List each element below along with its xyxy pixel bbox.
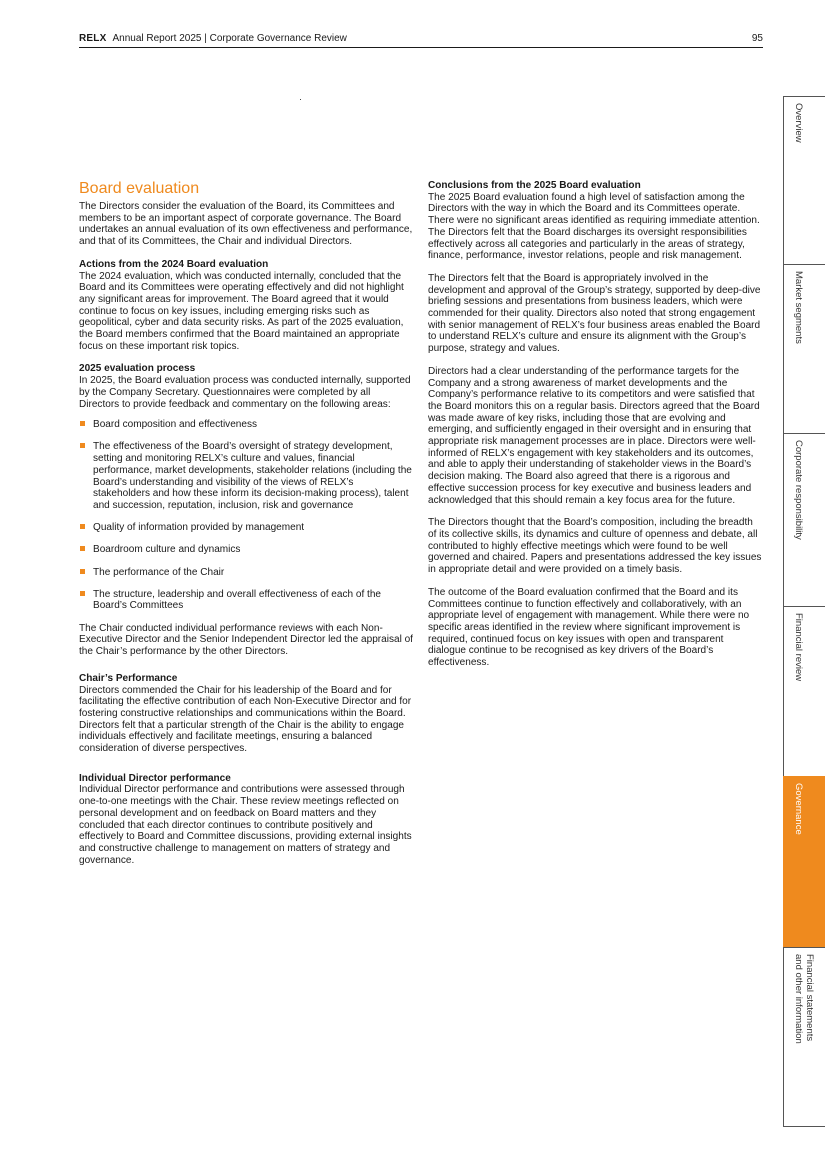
chair-reviews-paragraph: The Chair conducted individual performance reviews with each Non-Executive Director and the Senior Independent Director led the appraisal of the Chair’s performance by the other Directors. <box>79 622 413 658</box>
tab-overview[interactable]: Overview <box>783 96 825 264</box>
tabs-end-divider <box>783 1126 825 1127</box>
bullet-square-icon <box>80 421 85 426</box>
left-column <box>79 180 413 866</box>
evaluation-areas-list <box>79 419 413 612</box>
process-heading: 2025 evaluation process <box>79 363 196 375</box>
list-item: The effectiveness of the Board’s oversight of strategy development, setting and monitoring RELX’s culture and values, financial performance, market developments, stakeholder relations (including the Board’s understanding and visibility of the views of RELX’s stakeholders and how these inform its decision-making process), talent and succession, reputation, inclusion, risk and governance <box>79 441 413 511</box>
conclusions-paragraph-5: The outcome of the Board evaluation confirmed that the Board and its Committees continue to function effectively and collaboratively, with an appropriate level of engagement with management. While there were no specific areas identified in the review where significant improvement is required, continued focus on key issues with open and transparent dialogue continue to be recognised as key drivers of the Board’s effectiveness. <box>428 586 750 669</box>
chair-paragraph: Directors commended the Chair for his leadership of the Board and for facilitating the effective contribution of each Non-Executive Director and for fostering constructive relationships and communications within the Board. Directors felt that a particular strength of the Chair is the ability to engage individuals effectively and facilitate meetings, ensuring a balanced consideration of diverse perspectives. <box>79 684 412 755</box>
conclusions-heading: Conclusions from the 2025 Board evaluation <box>428 180 641 191</box>
conclusions-paragraph-3: Directors had a clear understanding of the performance targets for the Company and a strong awareness of market developments and the Company’s performance relative to its competitors and were satisfied that the Board monitors this on a regular basis. Directors agreed that the Board was made aware of key risks, including those that are evolving and emerging, and sufficiently engaged in their oversight and in ensuring that appropriate risk management processes are in place. Directors were well-informed of RELX’s engagement with key stakeholders and its outcomes, and able to apply their understanding of stakeholder views in the Board’s decision making. The Board also agreed that there is a rigorous and effective succession process for key executive and business leaders and acknowledged that this should remain a key focus area for the future. <box>428 365 760 506</box>
bullet-square-icon <box>80 524 85 529</box>
list-item: Boardroom culture and dynamics <box>79 544 413 556</box>
bullet-square-icon <box>80 569 85 574</box>
section-title: Board evaluation <box>79 180 200 197</box>
conclusions-paragraph-1: The 2025 Board evaluation found a high level of satisfaction among the Directors with the way in which the Board and its Committees operate. There were no significant areas identified as requiring immediate attention. The Directors felt that the Board discharges its oversight responsibilities effectively across all categories and particularly in the areas of strategy, finance, performance, investor relations, people and risk management. <box>428 191 760 262</box>
list-item: The performance of the Chair <box>79 567 413 579</box>
page-header <box>79 33 763 47</box>
page-number: 95 <box>751 33 763 44</box>
actions-heading: Actions from the 2024 Board evaluation <box>79 258 269 270</box>
intro-paragraph: The Directors consider the evaluation of the Board, its Committees and members to be an important aspect of corporate governance. The Board undertakes an annual evaluation of its own effectiveness and performance, and that of its Committees, the Chair and individual Directors. <box>79 201 413 248</box>
bullet-square-icon <box>80 591 85 596</box>
side-navigation <box>783 96 825 1130</box>
bullet-square-icon <box>80 443 85 448</box>
tab-corporate-responsibility[interactable]: Corporate responsibility <box>783 433 825 606</box>
tab-governance[interactable]: Governance <box>783 776 825 947</box>
stray-dot <box>300 99 301 100</box>
tab-financial-statements[interactable]: Financial statements and other information <box>783 947 825 1126</box>
process-paragraph: In 2025, the Board evaluation process was conducted internally, supported by the Company Secretary. Questionnaires were completed by all Directors to provide feedback and commentary on the following areas: <box>79 375 411 410</box>
actions-paragraph: The 2024 evaluation, which was conducted internally, concluded that the Board and its Committees were operating effectively and did not highlight any significant areas for improvement. The Board agreed that it would continue to focus on key issues, including emerging risks such as geopolitical, cyber and data security risks. As part of the 2025 evaluation, the Board members confirmed that the Board maintained an appropriate focus on these important risk topics. <box>79 270 404 352</box>
brand-name: RELX <box>79 33 107 44</box>
report-title: Annual Report 2025 | Corporate Governance Review <box>112 33 347 44</box>
director-heading: Individual Director performance <box>79 772 231 784</box>
director-paragraph: Individual Director performance and contributions were assessed through one-to-one meetings with the Chair. These review meetings reflected on personal development and on feedback on Board matters and they concluded that each director continues to contribute positively and effectively to Board and Committee discussions, providing external insights and constructive challenge to management on matters of strategy and governance. <box>79 784 412 866</box>
right-column <box>428 180 762 669</box>
list-item: The structure, leadership and overall effectiveness of each of the Board’s Committees <box>79 589 413 612</box>
chair-heading: Chair’s Performance <box>79 672 178 684</box>
bullet-square-icon <box>80 546 85 551</box>
conclusions-paragraph-2: The Directors felt that the Board is appropriately involved in the development and approval of the Group’s strategy, supported by deep-dive briefing sessions and presentations from business leaders, which were commended for their quality. Directors also noted that strong engagement with senior management of RELX’s four business areas enabled the Board to understand RELX’s culture and ensure its alignment with the Group’s purpose, strategy and values. <box>428 272 761 355</box>
list-item: Board composition and effectiveness <box>79 419 413 431</box>
conclusions-paragraph-4: The Directors thought that the Board’s composition, including the breadth of its collective skills, its dynamics and culture of openness and debate, all contributed to highly effective meetings which were found to be well governed and chaired. Papers and presentations addressed the key issues in appropriate detail and were provided on a timely basis. <box>428 517 762 576</box>
header-divider <box>79 47 763 48</box>
list-item: Quality of information provided by management <box>79 522 413 534</box>
tab-market-segments[interactable]: Market segments <box>783 264 825 433</box>
tab-financial-review[interactable]: Financial review <box>783 606 825 776</box>
